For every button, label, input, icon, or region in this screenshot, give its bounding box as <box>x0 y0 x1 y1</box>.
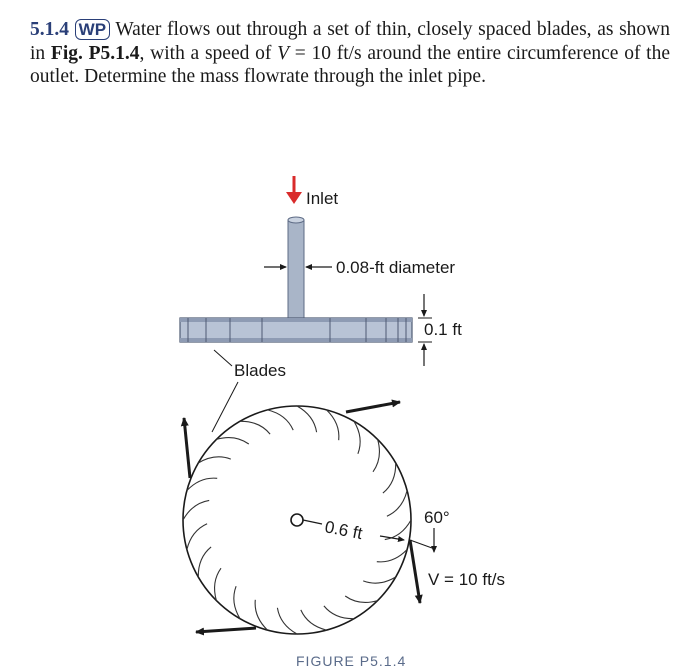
blade <box>385 520 411 540</box>
blade <box>354 421 360 454</box>
blade <box>301 610 327 630</box>
problem-number: 5.1.4 <box>30 19 69 40</box>
blade <box>198 547 211 577</box>
figure-caption: FIGURE P5.1.4 <box>296 653 407 669</box>
wp-badge: WP <box>75 19 110 40</box>
blade <box>216 438 248 444</box>
problem-text-2: , with a speed of <box>139 42 278 64</box>
blade-circle-top-view <box>183 406 411 634</box>
blade <box>324 606 354 619</box>
speed-label: V = 10 ft/s <box>428 570 506 589</box>
angle-label: 60° <box>424 508 450 527</box>
diameter-label: 0.08-ft diameter <box>336 258 456 277</box>
problem-text-3: = 10 ft/s around the entire circumference of the outlet. Determine the mass flowrate through the inlet pipe. <box>30 42 671 87</box>
blade <box>327 410 339 440</box>
blade <box>187 524 207 550</box>
blades-label: Blades <box>234 361 286 380</box>
blade <box>268 410 294 430</box>
blade <box>297 406 317 432</box>
blade <box>215 568 221 600</box>
blade <box>240 421 270 434</box>
blade <box>277 608 297 634</box>
inlet-arrow-icon <box>286 176 302 204</box>
inlet-pipe <box>288 217 304 318</box>
blade <box>383 463 396 493</box>
blade <box>255 600 267 630</box>
height-label: 0.1 ft <box>424 320 462 339</box>
blade <box>345 596 377 602</box>
figure-reference: Fig. P5.1.4 <box>50 42 140 64</box>
blade <box>198 457 231 463</box>
blade <box>373 439 379 471</box>
blade <box>387 491 407 517</box>
blade <box>234 586 240 619</box>
blade <box>363 577 396 583</box>
blade-assembly-side-view <box>180 318 412 342</box>
radius-label: 0.6 ft <box>323 517 364 544</box>
blade <box>377 550 407 562</box>
blade <box>187 478 217 490</box>
blade <box>183 500 209 520</box>
speed-variable: V <box>277 42 289 64</box>
problem-text-1: Water flows out through a set of thin, closely spaced blades, as shown in <box>30 19 671 64</box>
inlet-label: Inlet <box>306 189 339 208</box>
angle-indicator <box>410 528 434 552</box>
